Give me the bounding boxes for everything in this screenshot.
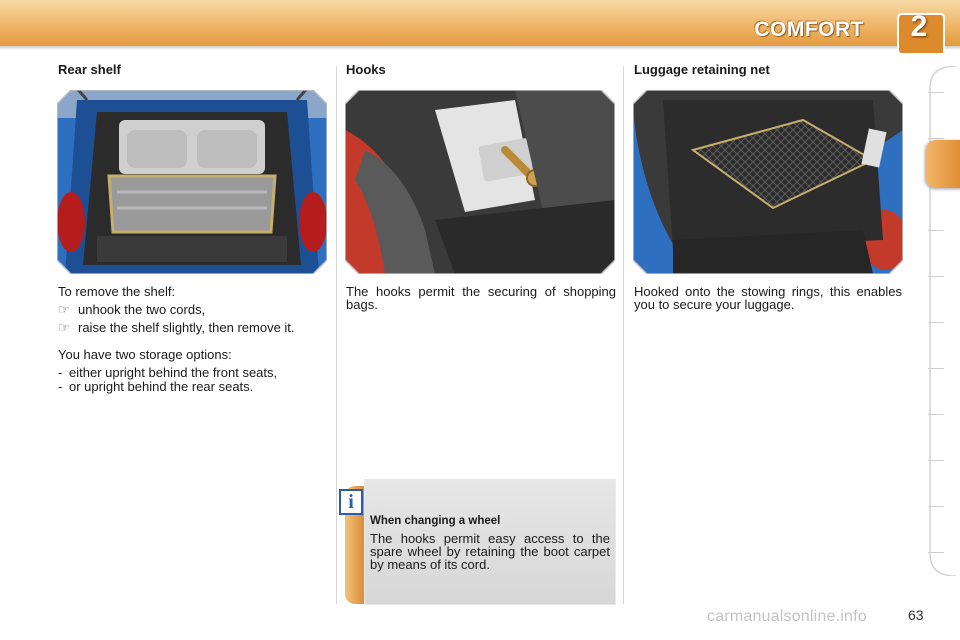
list-item: - either upright behind the front seats, xyxy=(58,365,278,380)
list-item: ☞ unhook the two cords, xyxy=(58,302,206,317)
nav-tab[interactable] xyxy=(928,276,944,277)
rear-shelf-photo xyxy=(57,90,327,274)
nav-tab-active[interactable] xyxy=(926,140,960,188)
chapter-number: 2 xyxy=(910,10,928,43)
nav-tab[interactable] xyxy=(928,460,944,461)
nav-tab[interactable] xyxy=(928,230,944,231)
info-text: The hooks permit easy access to the spare wheel by retaining the boot carpet by means of its cord. xyxy=(370,531,610,572)
hooks-photo xyxy=(345,90,615,274)
nav-tab[interactable] xyxy=(928,322,944,323)
storage-options-intro: You have two storage options: xyxy=(58,347,232,362)
nav-tab[interactable] xyxy=(928,414,944,415)
list-item: - or upright behind the rear seats. xyxy=(58,379,254,394)
info-icon: i xyxy=(339,489,363,515)
rear-shelf-text xyxy=(58,285,326,393)
luggage-net-title: Luggage retaining net xyxy=(634,62,770,77)
nav-tab[interactable] xyxy=(928,506,944,507)
rear-shelf-title: Rear shelf xyxy=(58,62,121,77)
info-heading: When changing a wheel xyxy=(370,515,501,527)
pointing-hand-icon: ☞ xyxy=(58,302,70,317)
nav-tab[interactable] xyxy=(928,138,944,139)
section-title: COMFORT xyxy=(754,18,864,41)
page-number: 63 xyxy=(908,607,924,623)
list-item: ☞ raise the shelf slightly, then remove it. xyxy=(58,320,295,335)
rear-shelf-intro: To remove the shelf: xyxy=(58,284,176,299)
nav-tab[interactable] xyxy=(928,368,944,369)
watermark: carmanualsonline.info xyxy=(707,608,867,625)
column-divider xyxy=(336,66,337,604)
hooks-text: The hooks permit the securing of shopping bags. xyxy=(346,284,616,312)
luggage-net-text: Hooked onto the stowing rings, this enables you to secure your luggage. xyxy=(634,284,902,312)
nav-tab[interactable] xyxy=(928,92,944,93)
pointing-hand-icon: ☞ xyxy=(58,320,70,335)
header-shadow xyxy=(0,46,960,50)
luggage-net-photo xyxy=(633,90,903,274)
hooks-title: Hooks xyxy=(346,62,386,77)
nav-tab[interactable] xyxy=(928,552,944,553)
column-divider xyxy=(623,66,624,604)
